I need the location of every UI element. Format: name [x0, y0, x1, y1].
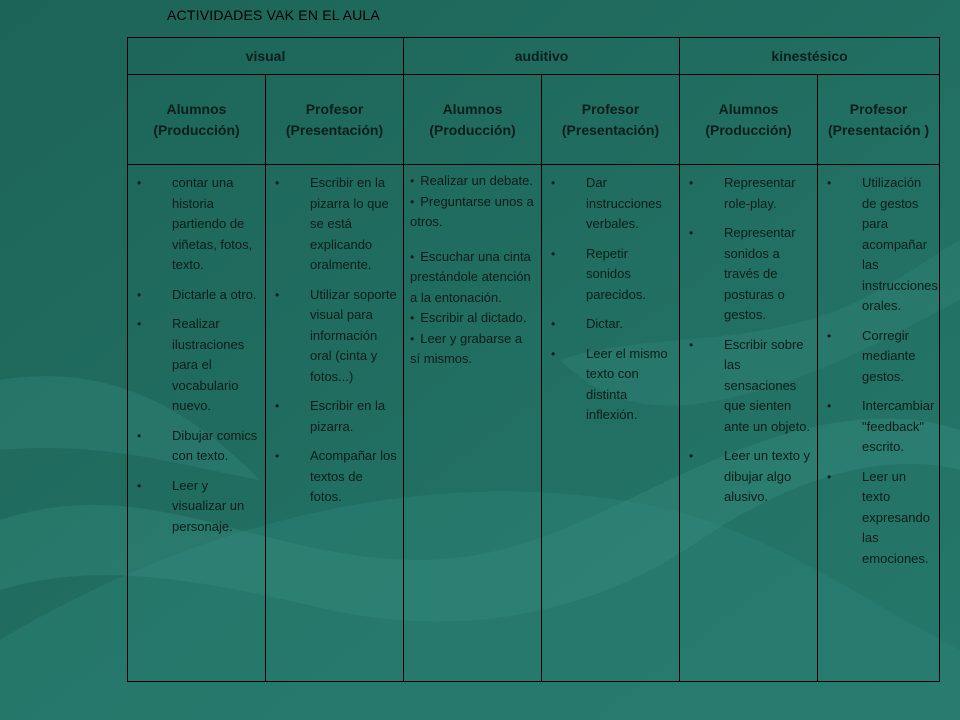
cell-visual-profesor — [266, 165, 404, 682]
list-item: • Acompañar los textos de fotos. — [275, 448, 397, 504]
list-item: • Escribir en la pizarra lo que se está explicando oralmente. — [275, 175, 389, 272]
list-item: • Repetir sonidos parecidos. — [551, 245, 646, 302]
bullet-icon: • — [410, 331, 415, 346]
list-item: • Corregir mediante gestos. — [827, 327, 916, 384]
list-item: • Utilización de gestos para acompañar las instrucciones orales. — [827, 175, 938, 313]
list-item: • Dar instrucciones verbales. — [551, 175, 662, 231]
list-item: • Dictar. — [550, 314, 673, 335]
list-item: • contar una historia partiendo de viñetas, fotos, texto. — [137, 175, 253, 272]
cell-visual-alumnos — [128, 165, 266, 682]
group-header-visual: visual — [128, 38, 404, 75]
list-item: • Representar role-play. — [689, 175, 796, 211]
list-item: • Dictarle a otro. — [136, 285, 259, 306]
list-item: • Escribir en la pizarra. — [275, 398, 386, 434]
cell-kinestesico-alumnos — [680, 165, 818, 682]
list-item: • Intercambiar "feedback" escrito. — [827, 398, 935, 454]
bullet-icon: • — [137, 287, 142, 302]
bullet-icon: • — [689, 449, 694, 463]
list-item: • Escribir al dictado. — [410, 310, 527, 325]
bullet-icon: • — [275, 287, 280, 302]
list-item: • Preguntarse unos a otros. — [410, 193, 534, 229]
bullet-icon: • — [275, 399, 280, 413]
subheader-row — [128, 75, 940, 165]
bullet-icon: • — [551, 176, 556, 190]
list-item: • Realizar un debate. — [410, 173, 533, 188]
subheader-auditivo-alumnos: Alumnos (Producción) — [404, 75, 542, 165]
list-item: • Dibujar comics con texto. — [137, 427, 258, 463]
list-item: • Leer el mismo texto con distinta inflexión. — [551, 345, 668, 422]
list-item: • Leer un texto expresando las emociones. — [827, 468, 930, 566]
cell-auditivo-alumnos — [404, 165, 542, 682]
bullet-icon: • — [689, 226, 694, 240]
group-header-kinestesico: kinestésico — [680, 38, 940, 75]
bullet-icon: • — [551, 246, 556, 261]
bullet-icon: • — [410, 194, 415, 209]
bullet-icon: • — [275, 449, 280, 463]
bullet-icon: • — [827, 469, 832, 484]
bullet-icon: • — [137, 176, 142, 190]
vak-activities-table — [127, 37, 940, 682]
bullet-icon: • — [275, 176, 280, 190]
page-title: ACTIVIDADES VAK EN EL AULA — [167, 7, 380, 23]
list-item: • Utilizar soporte visual para información oral (cinta y fotos...) — [275, 286, 397, 384]
group-header-auditivo: auditivo — [404, 38, 680, 75]
bullet-icon: • — [137, 317, 142, 331]
cell-auditivo-profesor — [542, 165, 680, 682]
list-item: • Leer un texto y dibujar algo alusivo. — [689, 448, 811, 504]
bullet-icon: • — [827, 328, 832, 343]
bullet-icon: • — [410, 249, 415, 264]
subheader-kinestesico-profesor: Profesor (Presentación ) — [818, 75, 940, 165]
bullet-icon: • — [551, 346, 556, 361]
subheader-auditivo-profesor: Profesor (Presentación) — [542, 75, 680, 165]
content-row — [128, 165, 940, 682]
bullet-icon: • — [137, 428, 142, 443]
bullet-icon: • — [689, 337, 694, 352]
bullet-icon: • — [410, 174, 415, 188]
list-item: • Realizar ilustraciones para el vocabulario nuevo. — [137, 316, 245, 413]
bullet-icon: • — [137, 478, 142, 493]
list-item: • Escribir sobre las sensaciones que sienten ante un objeto. — [689, 336, 811, 434]
cell-kinestesico-profesor — [818, 165, 940, 682]
bullet-icon: • — [689, 176, 694, 190]
list-item: • Representar sonidos a través de posturas o gestos. — [689, 225, 796, 322]
list-item: • Escuchar una cinta prestándole atención a la entonación. — [410, 248, 531, 305]
bullet-icon: • — [827, 399, 832, 413]
bullet-icon: • — [410, 311, 415, 325]
bullet-icon: • — [551, 317, 556, 331]
subheader-kinestesico-alumnos: Alumnos (Producción) — [680, 75, 818, 165]
subheader-visual-alumnos: Alumnos (Producción) — [128, 75, 266, 165]
group-header-row — [128, 38, 940, 75]
bullet-icon: • — [827, 176, 832, 190]
list-item: • Leer y visualizar un personaje. — [137, 477, 245, 534]
list-item: • Leer y grabarse a sí mismos. — [410, 330, 523, 366]
subheader-visual-profesor: Profesor (Presentación) — [266, 75, 404, 165]
